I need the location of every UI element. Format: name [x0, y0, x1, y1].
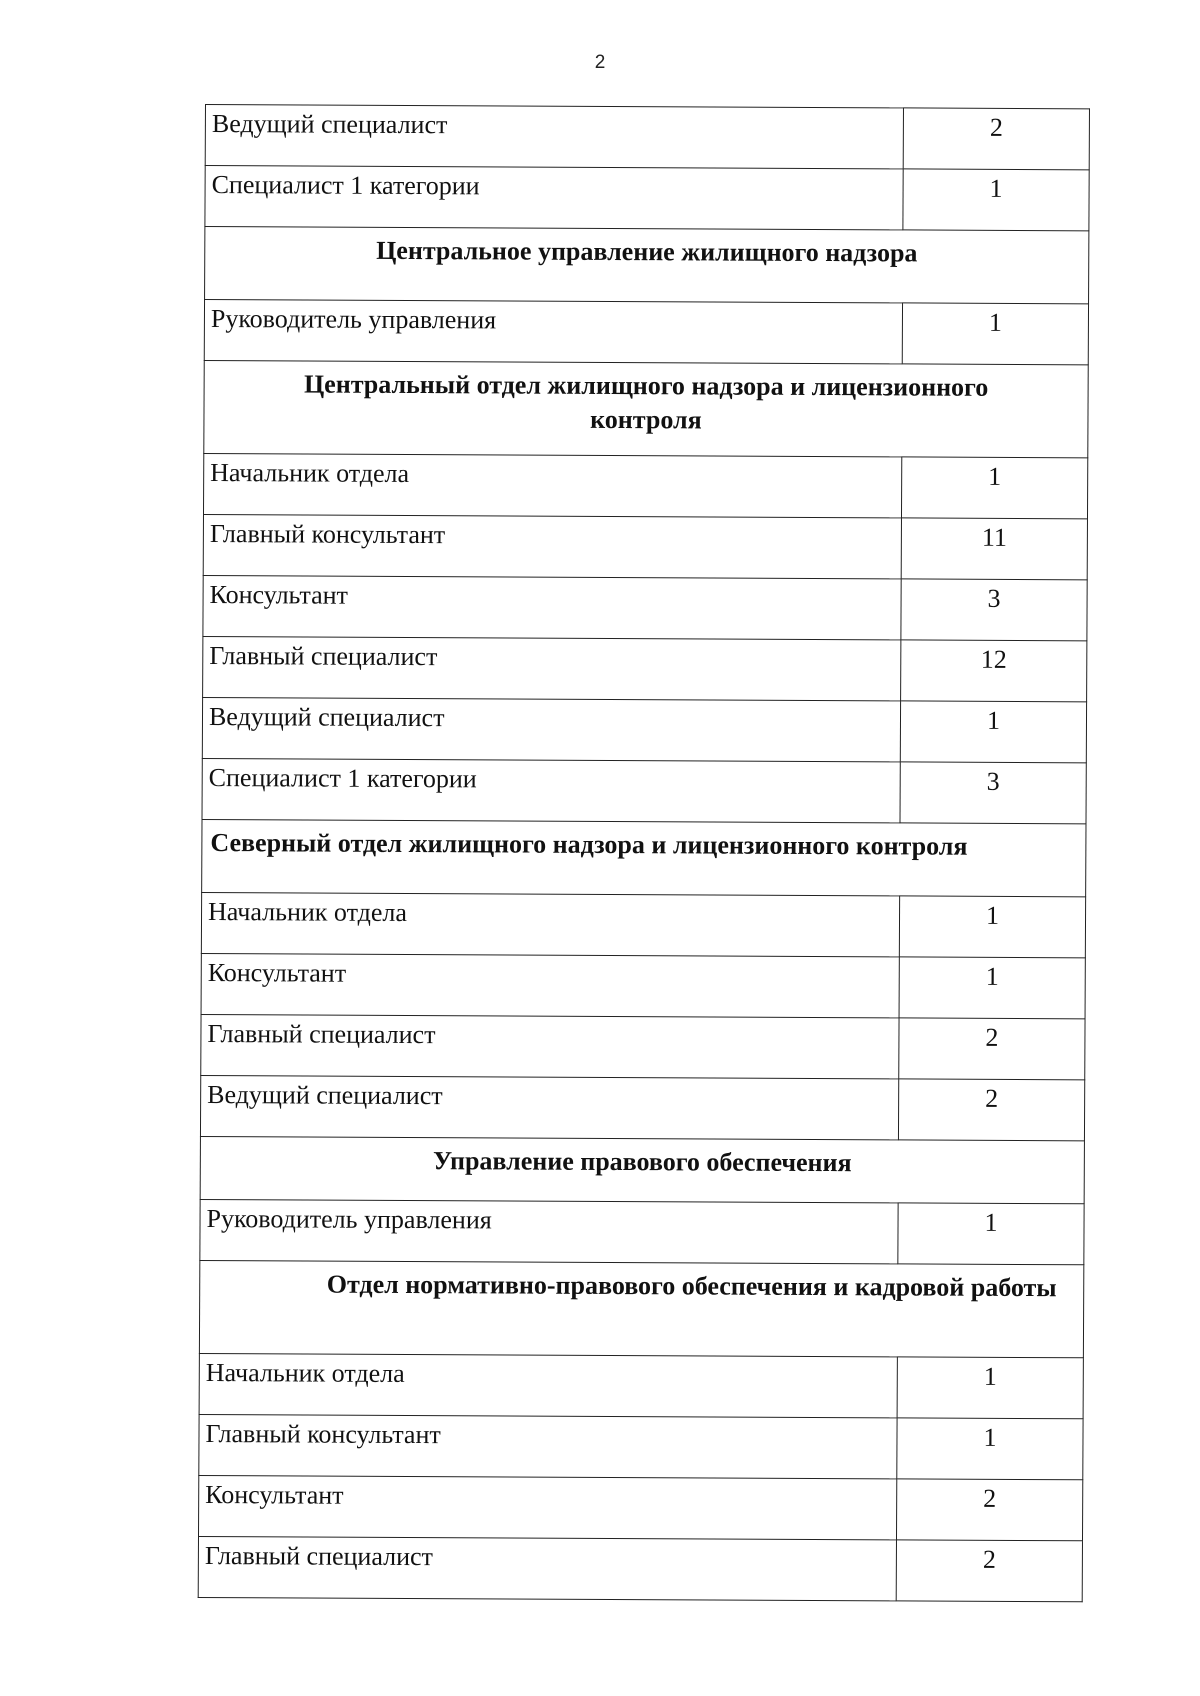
count-cell: 1 — [900, 701, 1086, 763]
table-row — [204, 300, 1088, 365]
count-cell: 2 — [899, 1018, 1085, 1080]
table-row — [198, 1536, 1082, 1601]
table-row — [201, 892, 1085, 957]
staffing-table — [198, 104, 1090, 1602]
position-cell: Начальник отдела — [203, 453, 901, 517]
position-cell: Специалист 1 категории — [202, 758, 900, 822]
count-cell: 1 — [899, 896, 1085, 958]
table-row — [201, 1014, 1085, 1079]
section-title: Северный отдел жилищного надзора и лицензионного контроля — [202, 819, 1086, 896]
table-row — [202, 697, 1086, 762]
section-header-row — [199, 1260, 1083, 1357]
table-row — [203, 575, 1087, 640]
count-cell: 2 — [896, 1540, 1082, 1602]
position-cell: Консультант — [201, 953, 899, 1017]
section-title: Управление правового обеспечения — [200, 1136, 1084, 1203]
table-row — [198, 1475, 1082, 1540]
table-row — [200, 1199, 1084, 1264]
position-cell: Главный консультант — [199, 1414, 897, 1478]
count-cell: 11 — [901, 518, 1087, 580]
position-cell: Ведущий специалист — [205, 105, 903, 169]
table-row — [205, 105, 1089, 170]
count-cell: 1 — [902, 303, 1088, 365]
position-cell: Ведущий специалист — [202, 697, 900, 761]
count-cell: 1 — [903, 169, 1089, 231]
section-title: Отдел нормативно-правового обеспечения и кадровой работы — [199, 1260, 1083, 1357]
table-row — [203, 514, 1087, 579]
section-title: Центральное управление жилищного надзора — [205, 227, 1089, 304]
position-cell: Специалист 1 категории — [205, 166, 903, 230]
position-cell: Начальник отдела — [199, 1353, 897, 1417]
count-cell: 1 — [899, 957, 1085, 1019]
count-cell: 1 — [897, 1418, 1083, 1480]
count-cell: 1 — [898, 1203, 1084, 1265]
position-cell: Главный специалист — [203, 636, 901, 700]
table-row — [201, 953, 1085, 1018]
position-cell: Главный специалист — [201, 1014, 899, 1078]
count-cell: 2 — [903, 108, 1089, 170]
table-row — [203, 453, 1087, 518]
section-header-row — [202, 819, 1086, 896]
count-cell: 3 — [900, 762, 1086, 824]
position-cell: Ведущий специалист — [200, 1075, 898, 1139]
section-title: Центральный отдел жилищного надзора и лицензионного контроля — [204, 360, 1088, 457]
count-cell: 2 — [898, 1079, 1084, 1141]
section-header-row — [205, 227, 1089, 304]
position-cell: Консультант — [203, 575, 901, 639]
table-row — [199, 1414, 1083, 1479]
position-cell: Консультант — [198, 1475, 896, 1539]
table-row — [199, 1353, 1083, 1418]
table-row — [202, 758, 1086, 823]
count-cell: 3 — [901, 579, 1087, 641]
position-cell: Руководитель управления — [204, 300, 902, 364]
page-number: 2 — [594, 52, 606, 73]
position-cell: Начальник отдела — [201, 892, 899, 956]
table-row — [203, 636, 1087, 701]
section-header-row — [204, 360, 1088, 457]
position-cell: Главный консультант — [203, 514, 901, 578]
table-row — [200, 1075, 1084, 1140]
count-cell: 1 — [897, 1357, 1083, 1419]
section-header-row — [200, 1136, 1084, 1203]
position-cell: Руководитель управления — [200, 1199, 898, 1263]
position-cell: Главный специалист — [198, 1536, 896, 1600]
count-cell: 2 — [896, 1479, 1082, 1541]
count-cell: 12 — [901, 640, 1087, 702]
table-row — [205, 166, 1089, 231]
count-cell: 1 — [901, 457, 1087, 519]
